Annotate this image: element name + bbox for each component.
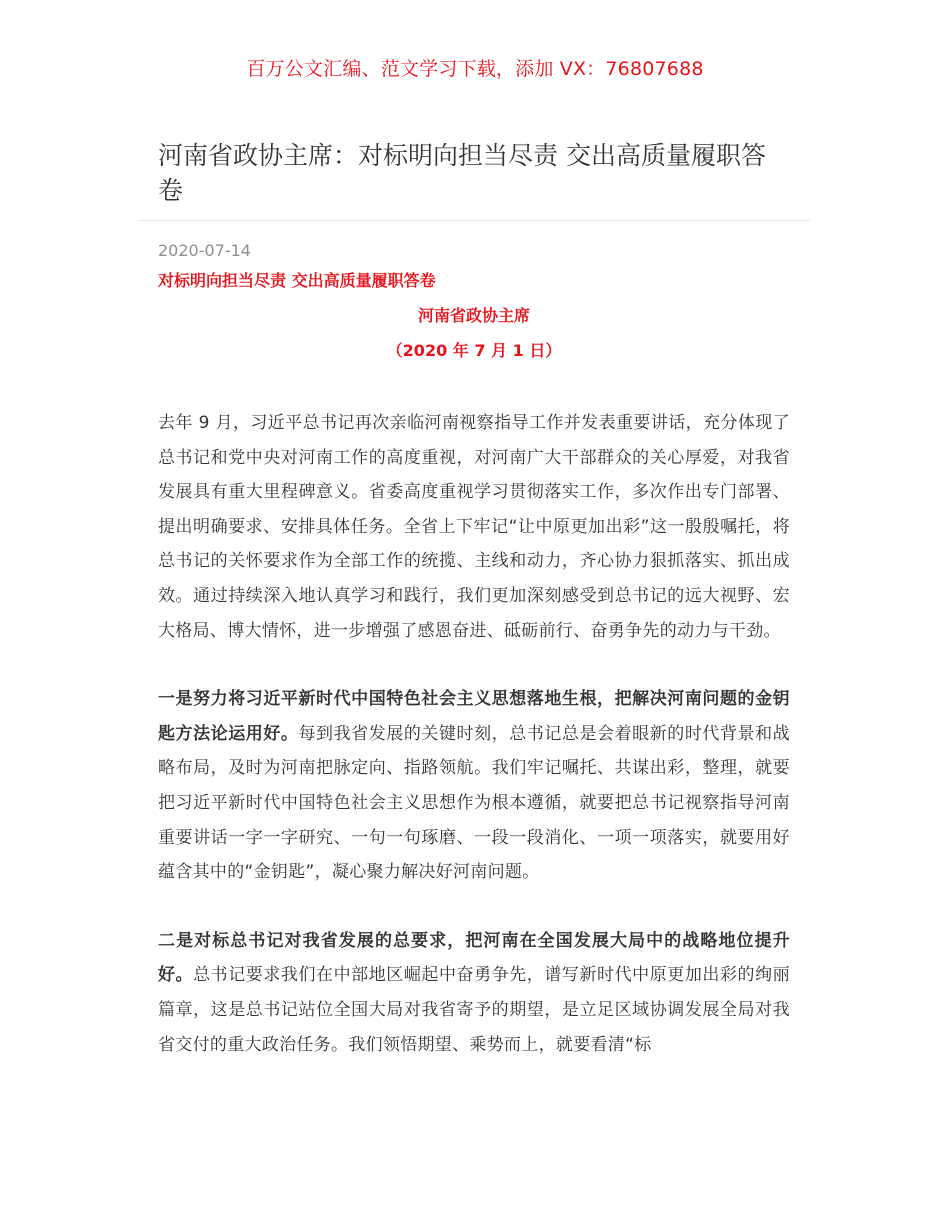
- paragraph-text: 总书记要求我们在中部地区崛起中奋勇争先，谱写新时代中原更加出彩的绚丽篇章，这是总书记站位全国大局对我省寄予的期望，是立足区域协调发展全局对我省交付的重大政治任务。我们领悟期望、乘势而上，就要看清“标: [158, 965, 790, 1055]
- paragraph-text: 去年 9 月，习近平总书记再次亲临河南视察指导工作并发表重要讲话，充分体现了总书记和党中央对河南工作的高度重视，对河南广大干部群众的关心厚爱，对我省发展具有重大里程碑意义。省委高度重视学习贯彻落实工作，多次作出专门部署、提出明确要求、安排具体任务。全省上下牢记“让中原更加出彩”这一殷殷嘱托，将总书记的关怀要求作为全部工作的统揽、主线和动力，齐心协力狠抓落实、抓出成效。通过持续深入地认真学习和践行，我们更加深刻感受到总书记的远大视野、宏大格局、博大情怀，进一步增强了感恩奋进、砥砺前行、奋勇争先的动力与干劲。: [158, 413, 790, 641]
- paragraph-lead-bold: 一是努力将习近平新时代中国特色社会主义思想落地生根，把解决河南问题的金钥匙方法论运用好。: [158, 689, 790, 744]
- article-author: 河南省政协主席: [417, 306, 530, 325]
- article-header: [140, 138, 810, 208]
- article-title: 河南省政协主席：对标明向担当尽责 交出高质量履职答卷: [158, 141, 766, 205]
- article-body: [158, 238, 790, 1062]
- article-dateline: （2020 年 7 月 1 日）: [386, 341, 562, 360]
- paragraph-point-one: [158, 682, 790, 890]
- paragraph-lead-bold: 二是对标总书记对我省发展的总要求，把河南在全国发展大局中的战略地位提升好。: [158, 930, 790, 986]
- paragraph-text: 每到我省发展的关键时刻，总书记总是会着眼新的时代背景和战略布局，及时为河南把脉定向、指路领航。我们牢记嘱托、共谋出彩，整理，就要把习近平新时代中国特色社会主义思想作为根本遵循，就要把总书记视察指导河南重要讲话一字一字研究、一句一句琢磨、一段一段消化、一项一项落实，就要用好蕴含其中的“金钥匙”，凝心聚力解决好河南问题。: [158, 723, 790, 883]
- publish-date: 2020-07-14: [158, 241, 251, 260]
- paragraph-point-two: [158, 924, 790, 1062]
- paragraph-intro: [158, 406, 790, 648]
- promo-banner: 百万公文汇编、范文学习下载，添加 VX：76807688: [246, 58, 704, 80]
- article-subtitle: 对标明向担当尽责 交出高质量履职答卷: [158, 271, 436, 290]
- header-divider: [140, 220, 810, 221]
